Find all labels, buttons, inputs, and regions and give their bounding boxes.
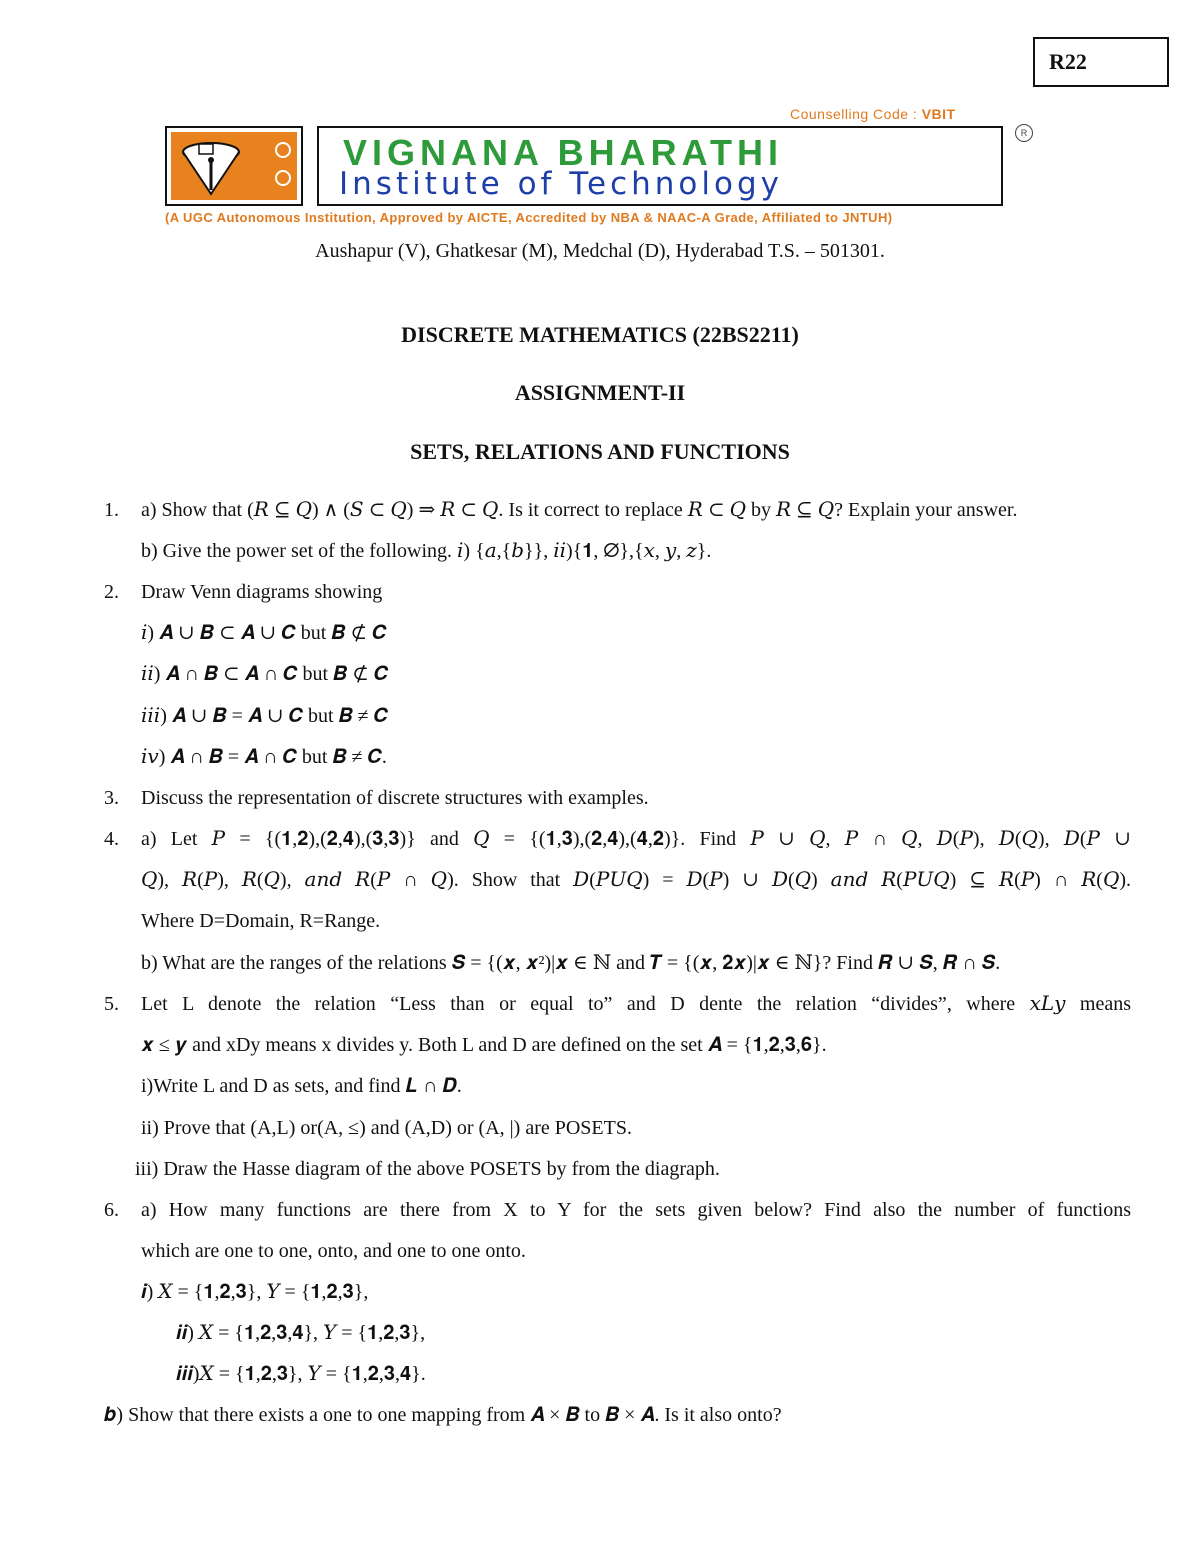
q4-part-a-line3: Where D=Domain, R=Range.: [141, 910, 381, 932]
q6-item-i: 𝒊) 𝑋 = {𝟏,𝟐,𝟑}, 𝑌 = {𝟏,𝟐,𝟑},: [141, 1281, 369, 1303]
question-number: 1.: [104, 499, 119, 521]
topic-title: SETS, RELATIONS AND FUNCTIONS: [410, 439, 790, 464]
question-number: 6.: [104, 1199, 119, 1221]
q6-part-b: 𝒃) Show that there exists a one to one mapping from 𝑨 × 𝑩 to 𝑩 × 𝑨. Is it also onto?: [104, 1404, 782, 1426]
question-number: 4.: [104, 828, 119, 850]
q6-part-a-line2: which are one to one, onto, and one to one onto.: [141, 1240, 526, 1262]
institute-name-box: [317, 126, 1003, 206]
q6-item-iii: 𝒊𝒊𝒊)𝑋 = {𝟏,𝟐,𝟑}, 𝑌 = {𝟏,𝟐,𝟑,𝟒}.: [176, 1363, 426, 1385]
q3-text: Discuss the representation of discrete structures with examples.: [141, 787, 649, 809]
q5-item-i: i)Write L and D as sets, and find 𝑳 ∩ 𝑫.: [141, 1075, 462, 1097]
q5-line2: 𝒙 ≤ 𝒚 and xDy means x divides y. Both L and D are defined on the set 𝑨 = {𝟏,𝟐,𝟑,𝟔}.: [141, 1034, 827, 1056]
counselling-value: VBIT: [921, 106, 956, 122]
q4-part-a-line1: a) Let 𝑃 = {(𝟏,𝟐),(𝟐,𝟒),(𝟑,𝟑)} and 𝑄 = {(𝟏,𝟑),(𝟐,𝟒),(𝟒,𝟐)}. Find 𝑃 ∪ 𝑄, 𝑃 ∩ 𝑄, 𝐷(𝑃), 𝐷(𝑄), 𝐷(𝑃 ∪: [141, 828, 1131, 850]
q2-item-iv: 𝑖𝑣) 𝑨 ∩ 𝑩 = 𝑨 ∩ 𝑪 but 𝑩 ≠ 𝑪.: [141, 746, 387, 768]
institute-name-sub: Institute of Technology: [339, 166, 783, 202]
accreditation-line: (A UGC Autonomous Institution, Approved by AICTE, Accredited by NBA & NAAC-A Grade, Affiliated to JNTUH): [165, 210, 893, 225]
course-title: DISCRETE MATHEMATICS (22BS2211): [401, 322, 799, 347]
regulation-code-box: R22: [1033, 37, 1169, 87]
q5-line1: Let L denote the relation “Less than or equal to” and D dente the relation “divides”, where 𝑥𝐿𝑦 means: [141, 993, 1131, 1015]
q5-item-iii: iii) Draw the Hasse diagram of the above POSETS by from the diagraph.: [135, 1158, 720, 1180]
q6-item-ii: 𝒊𝒊) 𝑋 = {𝟏,𝟐,𝟑,𝟒}, 𝑌 = {𝟏,𝟐,𝟑},: [176, 1322, 426, 1344]
q4-part-b: b) What are the ranges of the relations 𝑺 = {(𝒙, 𝒙²)|𝒙 ∈ ℕ and 𝑻 = {(𝒙, 𝟐𝒙)|𝒙 ∈ ℕ}? Find 𝑹 ∪ 𝑺, 𝑹 ∩ 𝑺.: [141, 952, 1001, 974]
assignment-title: ASSIGNMENT-II: [514, 380, 686, 405]
question-number: 5.: [104, 993, 119, 1015]
logo-emblem-icon: [171, 132, 297, 200]
counselling-code: [790, 106, 956, 122]
q1-part-a: a) Show that (𝑅 ⊆ 𝑄) ∧ (𝑆 ⊂ 𝑄) ⇒ 𝑅 ⊂ 𝑄. Is it correct to replace 𝑅 ⊂ 𝑄 by 𝑅 ⊆ 𝑄? Explain your answer.: [141, 499, 1018, 521]
q1-part-b: b) Give the power set of the following. 𝑖) {𝑎,{𝑏}}, 𝑖𝑖){𝟏, ∅},{𝑥, 𝑦, 𝑧}.: [141, 540, 712, 562]
institute-address: Aushapur (V), Ghatkesar (M), Medchal (D), Hyderabad T.S. – 501301.: [315, 240, 885, 262]
q2-item-iii: 𝑖𝑖𝑖) 𝑨 ∪ 𝑩 = 𝑨 ∪ 𝑪 but 𝑩 ≠ 𝑪: [141, 705, 389, 727]
registered-mark-icon: R: [1015, 124, 1033, 142]
institute-logo: [165, 126, 303, 206]
q6-part-a-line1: a) How many functions are there from X to Y for the sets given below? Find also the number of functions: [141, 1199, 1131, 1221]
q2-item-i: 𝑖) 𝑨 ∪ 𝑩 ⊂ 𝑨 ∪ 𝑪 but 𝑩 ⊄ 𝑪: [141, 622, 387, 644]
q2-text: Draw Venn diagrams showing: [141, 581, 383, 603]
q4-part-a-line2: 𝑄), 𝑅(𝑃), 𝑅(𝑄), 𝑎𝑛𝑑 𝑅(𝑃 ∩ 𝑄). Show that 𝐷(𝑃𝑈𝑄) = 𝐷(𝑃) ∪ 𝐷(𝑄) 𝑎𝑛𝑑 𝑅(𝑃𝑈𝑄) ⊆ 𝑅(𝑃) ∩ 𝑅(𝑄).: [141, 869, 1131, 891]
q5-item-ii: ii) Prove that (A,L) or(A, ≤) and (A,D) or (A, |) are POSETS.: [141, 1117, 632, 1139]
counselling-label: Counselling Code :: [790, 106, 918, 122]
q2-item-ii: 𝑖𝑖) 𝑨 ∩ 𝑩 ⊂ 𝑨 ∩ 𝑪 but 𝑩 ⊄ 𝑪: [141, 663, 389, 685]
question-number: 2.: [104, 581, 119, 603]
question-number: 3.: [104, 787, 119, 809]
institute-name-main: VIGNANA BHARATHI: [343, 132, 783, 173]
